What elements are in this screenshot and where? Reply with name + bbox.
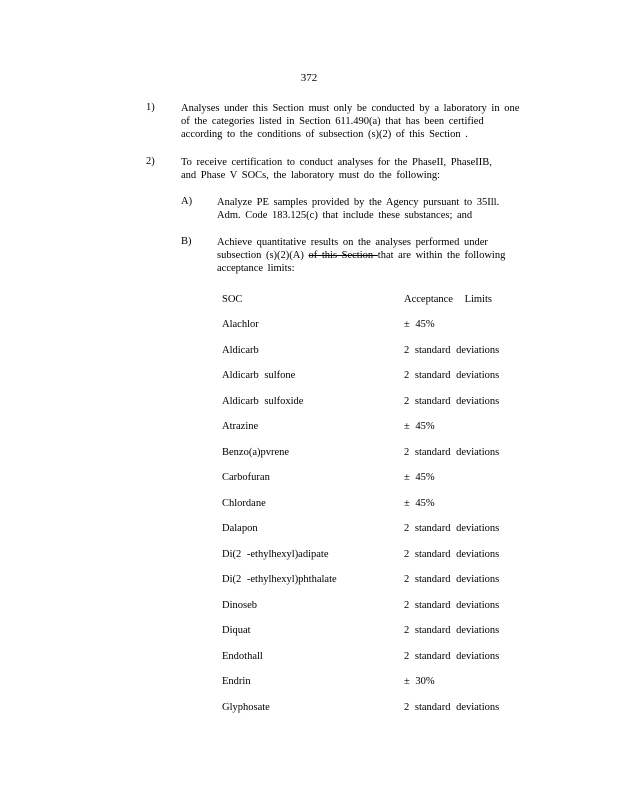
item-2-label: 2) bbox=[146, 156, 155, 167]
item-1-line: according to the conditions of subsection (s)(2) of this Section . bbox=[181, 129, 468, 140]
item-1-text bbox=[181, 102, 519, 141]
acceptance-limit: 2 standard deviations bbox=[404, 548, 500, 560]
acceptance-limit: 2 standard deviations bbox=[404, 650, 500, 662]
soc-name: Di(2 -ethylhexyl)phthalate bbox=[222, 574, 337, 585]
table-row bbox=[222, 396, 522, 410]
acceptance-limit: 2 standard deviations bbox=[404, 370, 500, 381]
struck-text: of this Section bbox=[308, 250, 378, 261]
item-1-label: 1) bbox=[146, 102, 155, 113]
acceptance-limit: 2 standard deviations bbox=[404, 446, 500, 458]
item-2-line: and Phase V SOCs, the laboratory must do the following: bbox=[181, 170, 441, 181]
table-row bbox=[222, 549, 522, 563]
acceptance-limit: 2 standard deviations bbox=[404, 344, 500, 356]
table-row bbox=[222, 345, 522, 359]
soc-name: Benzo(a)pvrene bbox=[222, 446, 290, 458]
item-a-label: A) bbox=[181, 196, 193, 207]
table-row bbox=[222, 447, 522, 461]
soc-name: Carbofuran bbox=[222, 472, 270, 483]
soc-name: Aldicarb sulfone bbox=[222, 370, 296, 381]
item-a-text bbox=[217, 196, 499, 222]
soc-name: Endothall bbox=[222, 650, 263, 662]
table-row bbox=[222, 370, 522, 384]
soc-name: Alachlor bbox=[222, 319, 259, 330]
acceptance-limit: 2 standard deviations bbox=[404, 395, 500, 407]
soc-name: Dinoseb bbox=[222, 599, 257, 611]
item-b-line: acceptance limits: bbox=[217, 263, 295, 274]
table-row bbox=[222, 319, 522, 333]
table-header bbox=[222, 294, 522, 308]
acceptance-limit: 2 standard deviations bbox=[404, 574, 500, 585]
header-soc: SOC bbox=[222, 294, 243, 305]
soc-name: Chlordane bbox=[222, 497, 266, 509]
item-b-line2-post: that are within the following bbox=[377, 250, 506, 261]
acceptance-limit: 2 standard deviations bbox=[404, 523, 500, 534]
item-b-label: B) bbox=[181, 236, 192, 247]
acceptance-limit: 2 standard deviations bbox=[404, 599, 500, 611]
table-row bbox=[222, 498, 522, 512]
item-b-line2-pre: subsection (s)(2)(A) bbox=[217, 250, 309, 261]
soc-name: Atrazine bbox=[222, 421, 259, 432]
table-row bbox=[222, 523, 522, 537]
item-1-line: Analyses under this Section must only be conducted by a laboratory in one bbox=[181, 103, 520, 114]
header-limits: Acceptance Limits bbox=[404, 294, 493, 305]
table-row bbox=[222, 574, 522, 588]
acceptance-limit: 2 standard deviations bbox=[404, 701, 500, 713]
soc-name: Aldicarb sulfoxide bbox=[222, 395, 304, 407]
soc-name: Diquat bbox=[222, 625, 251, 636]
item-b-line bbox=[217, 249, 505, 262]
acceptance-limit: 2 standard deviations bbox=[404, 625, 500, 636]
soc-name: Di(2 -ethylhexyl)adipate bbox=[222, 548, 329, 560]
table-row bbox=[222, 625, 522, 639]
page-number: 372 bbox=[300, 72, 318, 84]
table-row bbox=[222, 421, 522, 435]
item-1-line: of the categories listed in Section 611.490(a) that has been certified bbox=[181, 116, 484, 127]
item-b-line: Achieve quantitative results on the analyses performed under bbox=[217, 237, 488, 248]
item-a-line: Adm. Code 183.125(c) that include these substances; and bbox=[217, 210, 473, 221]
soc-name: Endrin bbox=[222, 676, 251, 687]
acceptance-limit: ± 45% bbox=[404, 497, 435, 509]
soc-name: Glyphosate bbox=[222, 701, 270, 713]
acceptance-limit: ± 45% bbox=[404, 319, 435, 330]
table-row bbox=[222, 676, 522, 690]
soc-name: Aldicarb bbox=[222, 344, 259, 356]
item-b-text bbox=[217, 236, 505, 275]
item-a-line: Analyze PE samples provided by the Agency pursuant to 35Ill. bbox=[217, 197, 500, 208]
acceptance-limit: ± 45% bbox=[404, 421, 435, 432]
table-row bbox=[222, 651, 522, 665]
table-row bbox=[222, 702, 522, 716]
item-2-text bbox=[181, 156, 492, 182]
item-2-line: To receive certification to conduct analyses for the PhaseII, PhaseIIB, bbox=[181, 157, 492, 168]
table-row bbox=[222, 600, 522, 614]
acceptance-limit: ± 45% bbox=[404, 472, 435, 483]
soc-name: Dalapon bbox=[222, 523, 258, 534]
acceptance-limit: ± 30% bbox=[404, 676, 435, 687]
table-row bbox=[222, 472, 522, 486]
